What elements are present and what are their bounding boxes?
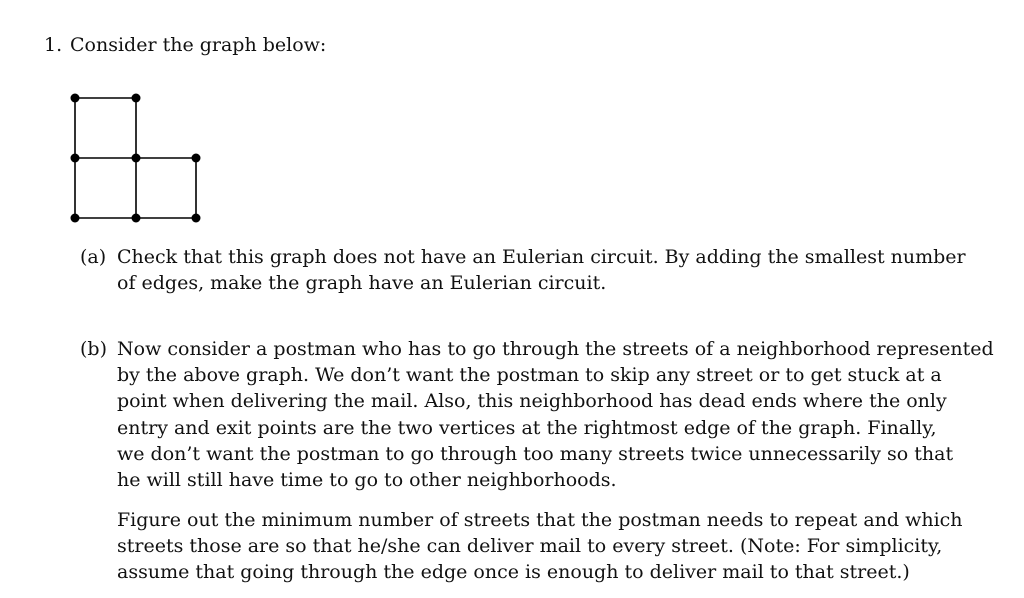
grid-graph-figure (60, 84, 220, 234)
part-a-text (117, 244, 966, 296)
graph-vertex (71, 214, 80, 223)
graph-vertex (132, 214, 141, 223)
part-b-followup-line: assume that going through the edge once is enough to deliver mail to that street.) (117, 561, 910, 584)
graph-vertex (192, 214, 201, 223)
question-intro: Consider the graph below: (70, 34, 327, 56)
part-b-followup-text (117, 507, 963, 586)
part-a-label: (a) (80, 246, 107, 268)
part-a-line: Check that this graph does not have an Eulerian circuit. By adding the smallest number (117, 246, 966, 268)
question-number: 1. (44, 34, 63, 56)
part-b-followup-line: streets those are so that he/she can deliver mail to every street. (Note: For simplicity, (117, 535, 943, 558)
part-b-line: he will still have time to go to other neighborhoods. (117, 469, 617, 492)
part-a-line: of edges, make the graph have an Eulerian circuit. (117, 272, 607, 295)
part-b-line: Now consider a postman who has to go through the streets of a neighborhood represented (117, 338, 994, 360)
part-b-line: by the above graph. We don’t want the postman to skip any street or to get stuck at a (117, 364, 942, 387)
part-b-line: point when delivering the mail. Also, this neighborhood has dead ends where the only (117, 390, 947, 413)
part-b-followup-line: Figure out the minimum number of streets that the postman needs to repeat and which (117, 509, 963, 531)
graph-vertex (192, 154, 201, 163)
part-b-text (117, 336, 994, 493)
graph-vertex (132, 94, 141, 103)
part-b-line: entry and exit points are the two vertices at the rightmost edge of the graph. Finally, (117, 416, 937, 439)
graph-vertex (71, 94, 80, 103)
part-b-label: (b) (80, 338, 107, 360)
graph-vertex (71, 154, 80, 163)
graph-vertex (132, 154, 141, 163)
part-b-line: we don’t want the postman to go through too many streets twice unnecessarily so that (117, 442, 954, 465)
